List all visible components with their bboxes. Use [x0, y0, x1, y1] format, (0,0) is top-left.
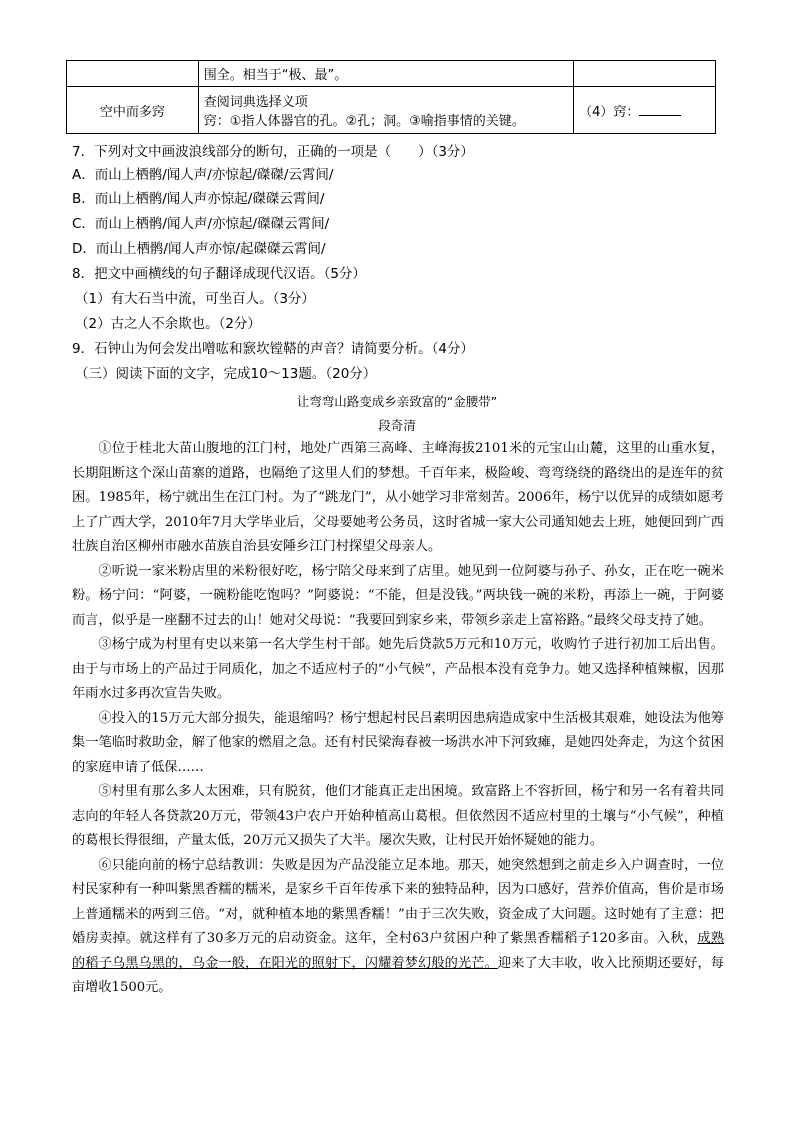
section-3-heading: （三）阅读下面的文字，完成10～13题。（20分） — [75, 366, 377, 382]
question-8-item-2: （2）古之人不余欺也。（2分） — [75, 316, 261, 332]
article-body — [72, 437, 724, 1001]
article-title: 让弯弯山路变成乡亲致富的“金腰带” — [296, 394, 498, 409]
table-cell-meaning — [198, 87, 573, 134]
question-7-option-a: A．而山上栖鹘/闻人声/亦惊起/磔磔/云霄间/ — [72, 167, 334, 183]
table-cell-answer — [574, 61, 716, 87]
table-cell-answer — [574, 87, 716, 134]
question-7-option-c: C．而山上栖鹘/闻人声/亦惊起/磔磔云霄间/ — [72, 216, 330, 232]
paragraph-6-text: ⑥只能向前的杨宁总结教训：失败是因为产品没能立足本地。那天，她突然想到之前走乡入户调查时，一位村民家种有一种叫紫黑香糯的糯米，是家乡千百年传承下来的独特品种，因为口感好，营养价值高，售价是市场上普通糯米的两到三倍。“对，就种植本地的紫黑香糯！”由于三次失败，资金成了大问题。这时她有了主意：把婚房卖掉。就这样有了30多万元的启动资金。这年，全村63户贫困户种了紫黑香糯稻子120多亩。入秋， — [72, 857, 724, 946]
paragraph-6-ending: 迎来了大丰收，收入比预期还要好，每亩增收1500元。 — [72, 955, 724, 995]
paragraph-1: ①位于桂北大苗山腹地的江门村，地处广西第三高峰、主峰海拔2101米的元宝山山麓，这里的山重水复，长期阻断这个深山苗寨的道路，也隔绝了这里人们的梦想。千百年来，极险峻、弯弯绕绕的路绕出的是连年的贫困。1985年，杨宁就出生在江门村。为了“跳龙门”，从小她学习非常刻苦。2006年，杨宁以优异的成绩如愿考上了广西大学，2010年7月大学毕业后，父母要她考公务员，这时省城一家大公司通知她去上班，她便回到广西壮族自治区柳州市融水苗族自治县安陲乡江门村探望父母亲人。 — [72, 441, 724, 554]
paragraph-2: ②听说一家米粉店里的米粉很好吃，杨宁陪父母来到了店里。她见到一位阿婆与孙子、孙女，正在吃一碗米粉。杨宁问：“阿婆，一碗粉能吃饱吗？”阿婆说：“不能，但是没钱。”两块钱一碗的米粉，再添上一碗，于阿婆而言，似乎是一座翻不过去的山！她对父母说：“我要回到家乡来，带领乡亲走上富裕路。”最终父母支持了她。 — [72, 563, 724, 628]
answer-label: （4）窍： — [579, 104, 640, 120]
question-8-stem: 8．把文中画横线的句子翻译成现代汉语。（5分） — [72, 266, 366, 282]
table-row — [67, 87, 716, 134]
dictionary-definitions: 窍：①指人体器官的孔。②孔；洞。③喻指事情的关键。 — [203, 114, 525, 129]
table-cell-word — [67, 61, 199, 87]
table-row — [67, 61, 716, 87]
paragraph-5: ⑤村里有那么多人太困难，只有脱贫，他们才能真正走出困境。致富路上不容折回，杨宁和另一名有着共同志向的年轻人各贷款20万元，带领43户农户开始种植高山葛根。但依然因不适应村里的土壤与“小气候”，种植的葛根长得很细，产量太低，20万元又损失了大半。屡次失败，让村民开始怀疑她的能力。 — [72, 784, 724, 848]
question-8-item-1: （1）有大石当中流，可坐百人。（3分） — [75, 291, 315, 307]
question-7-option-d: D．而山上栖鹘/闻人声亦惊/起磔磔云霄间/ — [72, 241, 326, 257]
underlined-sentence: 成熟的稻子乌黑乌黑的，乌金一般，在阳光的照射下，闪耀着梦幻般的光芒。 — [72, 931, 725, 971]
question-7-option-b: B．而山上栖鹘/闻人声亦惊起/磔磔云霄间/ — [72, 191, 325, 207]
paragraph-4: ④投入的15万元大部分损失，能退缩吗？杨宁想起村民吕素明因患病造成家中生活极其艰难，她设法为他筹集一笔临时救助金，解了他家的燃眉之急。还有村民梁海春被一场洪水冲下河致瘫，是她四处奔走，为这个贫困的家庭申请了低保…… — [72, 710, 724, 775]
paragraph-6 — [72, 854, 724, 1001]
dictionary-instruction: 查阅词典选择义项 — [203, 95, 308, 110]
paragraph-3: ③杨宁成为村里有史以来第一名大学生村干部。她先后贷款5万元和10万元，收购竹子进行初加工后出售。由于与市场上的产品过于同质化，加之不适应村子的“小气候”，产品根本没有竞争力。她又选择种植辣椒，因那年雨水过多再次宣告失败。 — [72, 637, 724, 701]
question-9-stem: 9．石钟山为何会发出噌吰和窾坎镗鞳的声音？请简要分析。（4分） — [72, 341, 474, 357]
table-cell-word: 空中而多窍 — [67, 87, 199, 134]
answer-blank[interactable] — [639, 103, 681, 116]
vocabulary-table — [66, 60, 716, 134]
question-7-stem: 7．下列对文中画波浪线部分的断句，正确的一项是（ ）（3分） — [72, 144, 474, 160]
article-author: 段奇清 — [378, 418, 416, 433]
table-cell-meaning: 围全。相当于“极、最”。 — [198, 61, 573, 87]
